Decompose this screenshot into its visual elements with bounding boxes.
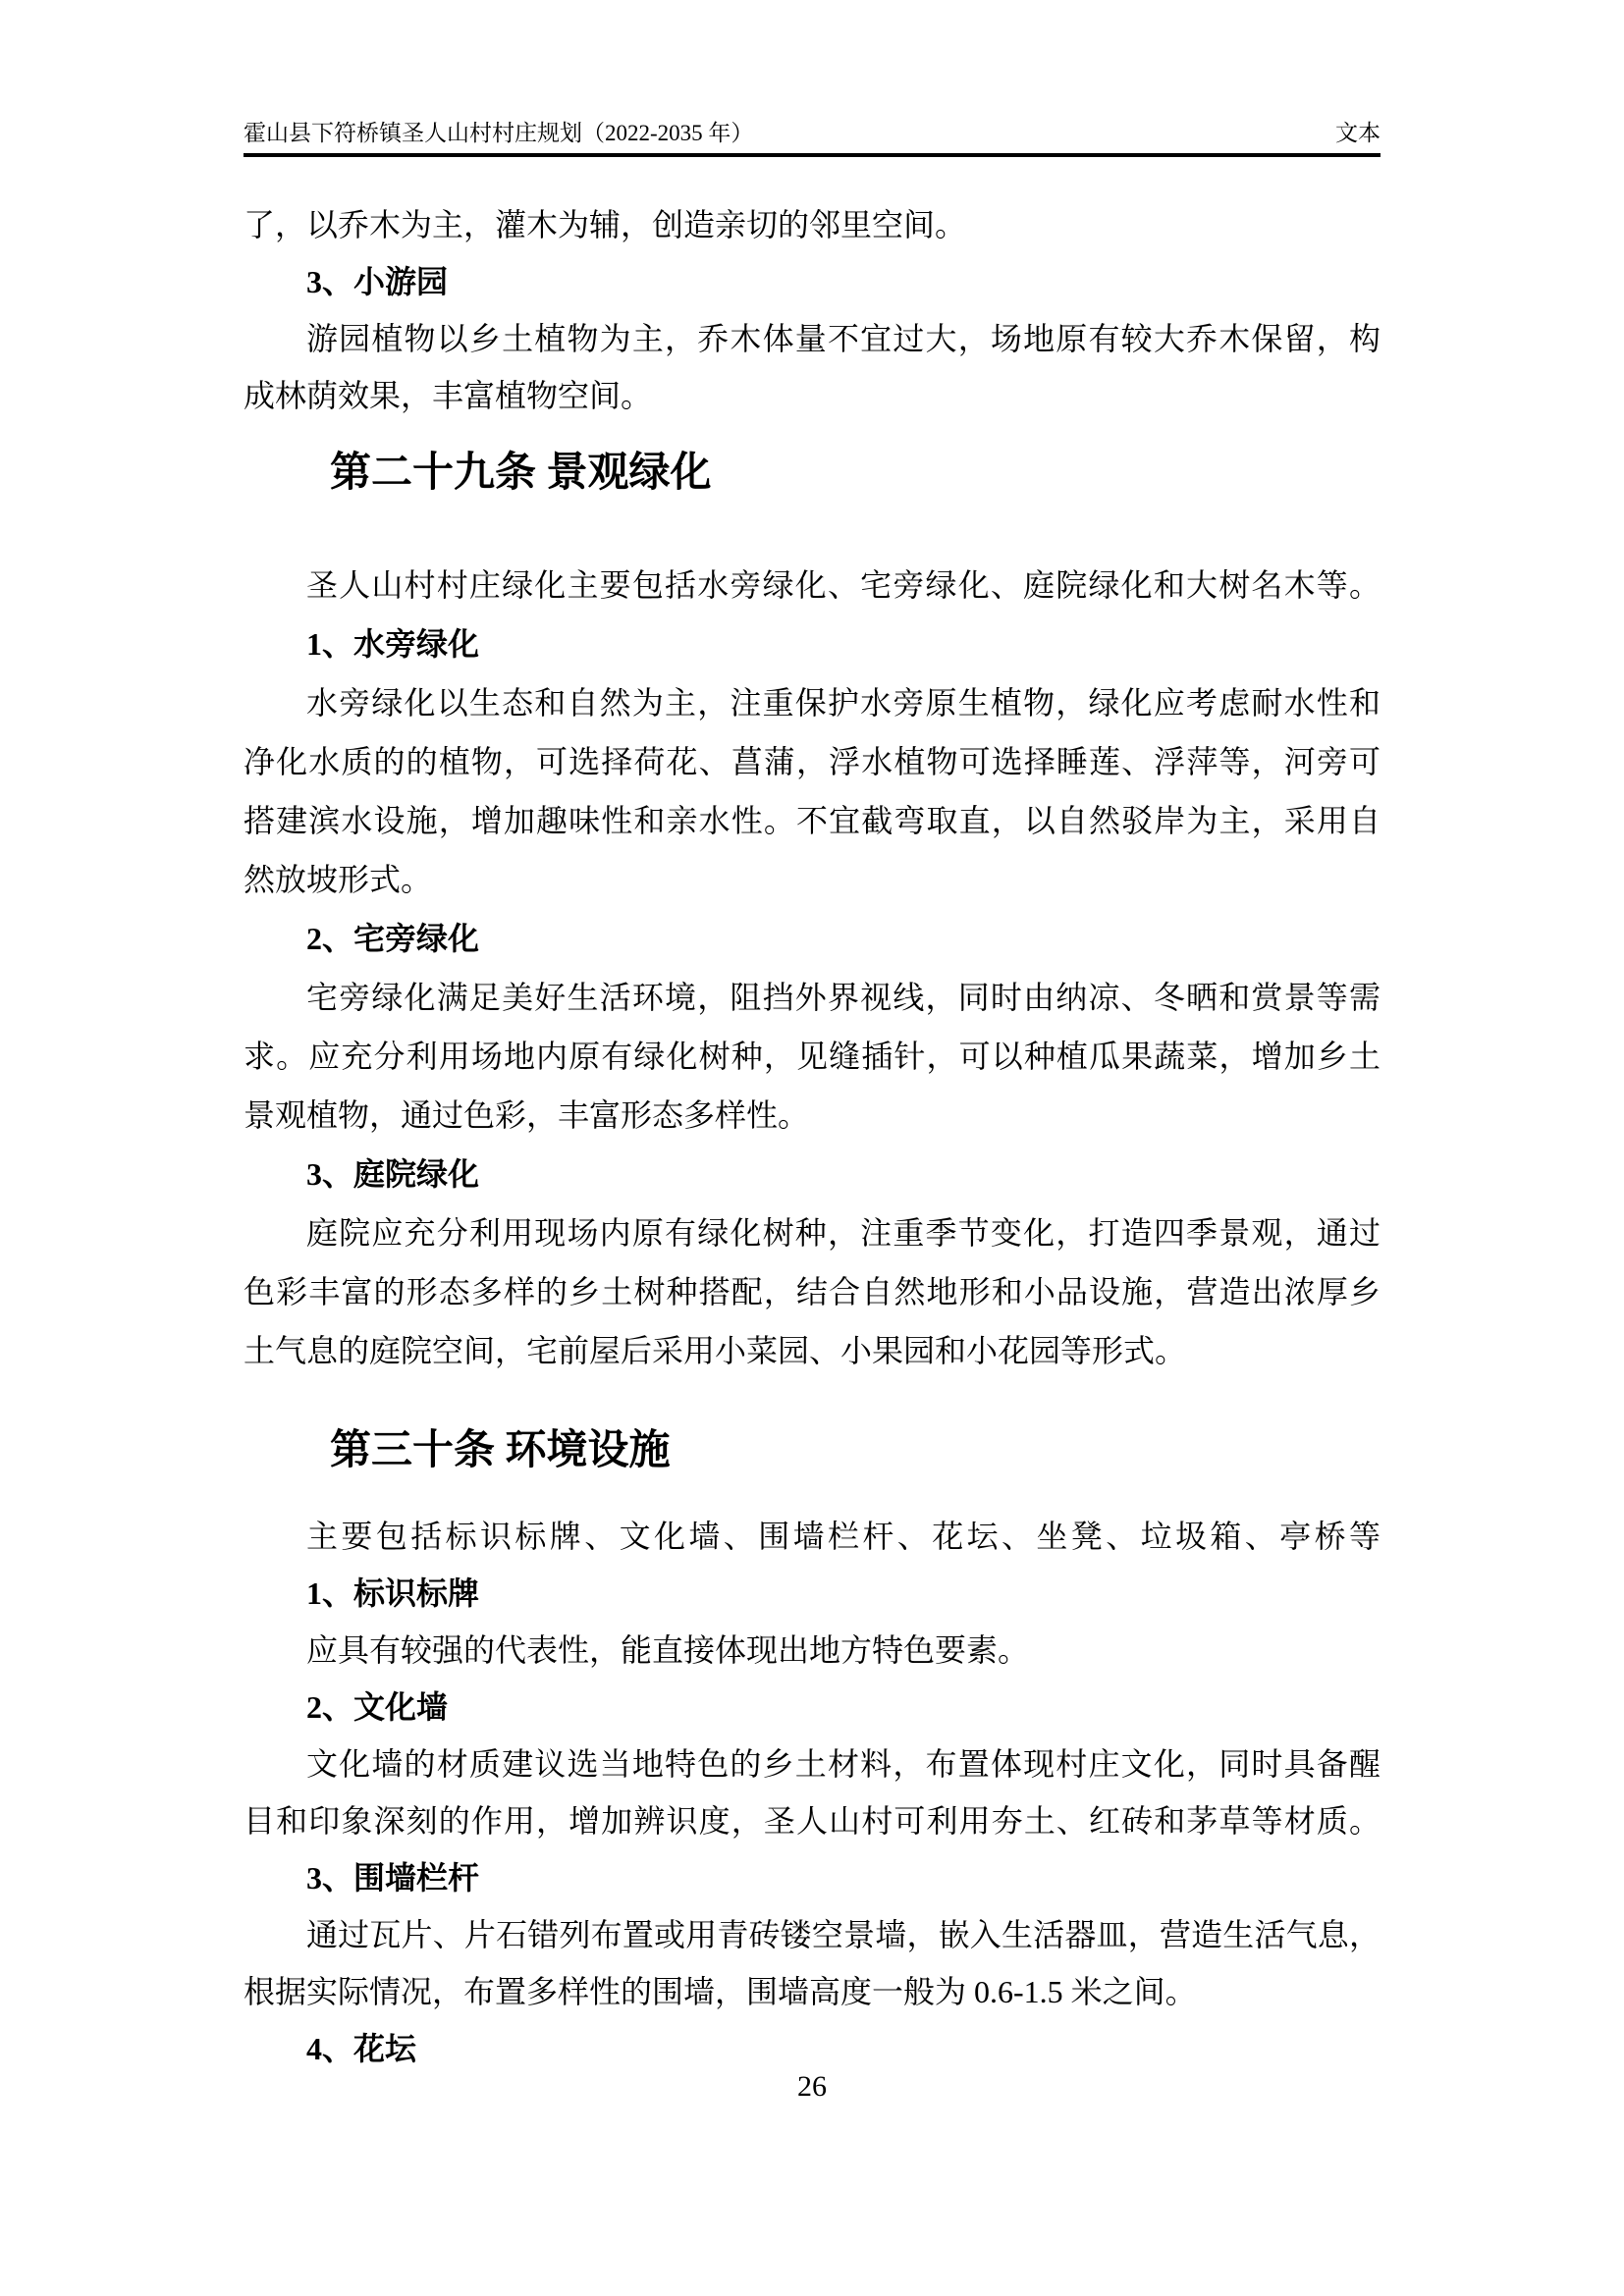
paragraph-line: 通过瓦片、片石错列布置或用青砖镂空景墙，嵌入生活器皿，营造生活气息， (306, 1917, 1380, 1952)
article-29-heading: 第二十九条 景观绿化 (330, 451, 712, 496)
page-header (244, 106, 1380, 157)
subheading-weiqiang-langan: 3、围墙栏杆 (306, 1860, 480, 1896)
header-doc-type: 文本 (1335, 121, 1380, 145)
header-title: 霍山县下符桥镇圣人山村村庄规划（2022-2035 年） (244, 121, 754, 145)
paragraph-line: 根据实际情况，布置多样性的围墙，围墙高度一般为 0.6-1.5 米之间。 (244, 1974, 1197, 2009)
paragraph-line: 游园植物以乡土植物为主，乔木体量不宜过大，场地原有较大乔木保留，构 (306, 321, 1380, 356)
paragraph-line: 圣人山村村庄绿化主要包括水旁绿化、宅旁绿化、庭院绿化和大树名木等。 (306, 567, 1380, 603)
article-30-heading: 第三十条 环境设施 (330, 1428, 671, 1473)
subheading-biaoshi-biaopai: 1、标识标牌 (306, 1575, 480, 1611)
paragraph-line: 求。应充分利用场地内原有绿化树种，见缝插针，可以种植瓜果蔬菜，增加乡土 (244, 1039, 1380, 1074)
paragraph-line: 宅旁绿化满足美好生活环境，阻挡外界视线，同时由纳凉、冬晒和赏景等需 (306, 980, 1380, 1015)
paragraph-line: 文化墙的材质建议选当地特色的乡土材料，布置体现村庄文化，同时具备醒 (306, 1746, 1380, 1782)
carryover-section (244, 196, 1380, 424)
paragraph-line: 然放坡形式。 (244, 862, 433, 897)
paragraph-line: 色彩丰富的形态多样的乡土树种搭配，结合自然地形和小品设施，营造出浓厚乡 (244, 1274, 1380, 1309)
subheading-zhaipang-lvhua: 2、宅旁绿化 (306, 921, 480, 956)
subheading-wenhuaqiang: 2、文化墙 (306, 1689, 449, 1725)
paragraph-line: 水旁绿化以生态和自然为主，注重保护水旁原生植物，绿化应考虑耐水性和 (306, 685, 1380, 721)
subheading-huatan: 4、花坛 (306, 2031, 417, 2066)
paragraph-line: 应具有较强的代表性，能直接体现出地方特色要素。 (306, 1632, 1030, 1668)
article-29-section (244, 556, 1380, 1380)
article-30-section (244, 1508, 1380, 2077)
paragraph-line: 主要包括标识标牌、文化墙、围墙栏杆、花坛、坐凳、垃圾箱、亭桥等 (306, 1519, 1380, 1554)
paragraph-line: 土气息的庭院空间，宅前屋后采用小菜园、小果园和小花园等形式。 (244, 1333, 1187, 1368)
paragraph-line: 搭建滨水设施，增加趣味性和亲水性。不宜截弯取直，以自然驳岸为主，采用自 (244, 803, 1380, 838)
paragraph-line: 了，以乔木为主，灌木为辅，创造亲切的邻里空间。 (244, 207, 967, 242)
document-body (244, 196, 1380, 2077)
paragraph-line: 庭院应充分利用现场内原有绿化树种，注重季节变化，打造四季景观，通过 (306, 1215, 1380, 1251)
subheading-xiaoyouyuan: 3、小游园 (306, 264, 449, 299)
paragraph-line: 净化水质的的植物，可选择荷花、菖蒲，浮水植物可选择睡莲、浮萍等，河旁可 (244, 744, 1380, 779)
page-number: 26 (797, 2070, 827, 2103)
paragraph-line: 目和印象深刻的作用，增加辨识度，圣人山村可利用夯土、红砖和茅草等材质。 (244, 1803, 1380, 1839)
paragraph-line: 景观植物，通过色彩，丰富形态多样性。 (244, 1097, 810, 1133)
paragraph-line: 成林荫效果，丰富植物空间。 (244, 378, 653, 413)
subheading-tingyuan-lvhua: 3、庭院绿化 (306, 1156, 480, 1192)
subheading-shuipang-lvhua: 1、水旁绿化 (306, 626, 480, 662)
